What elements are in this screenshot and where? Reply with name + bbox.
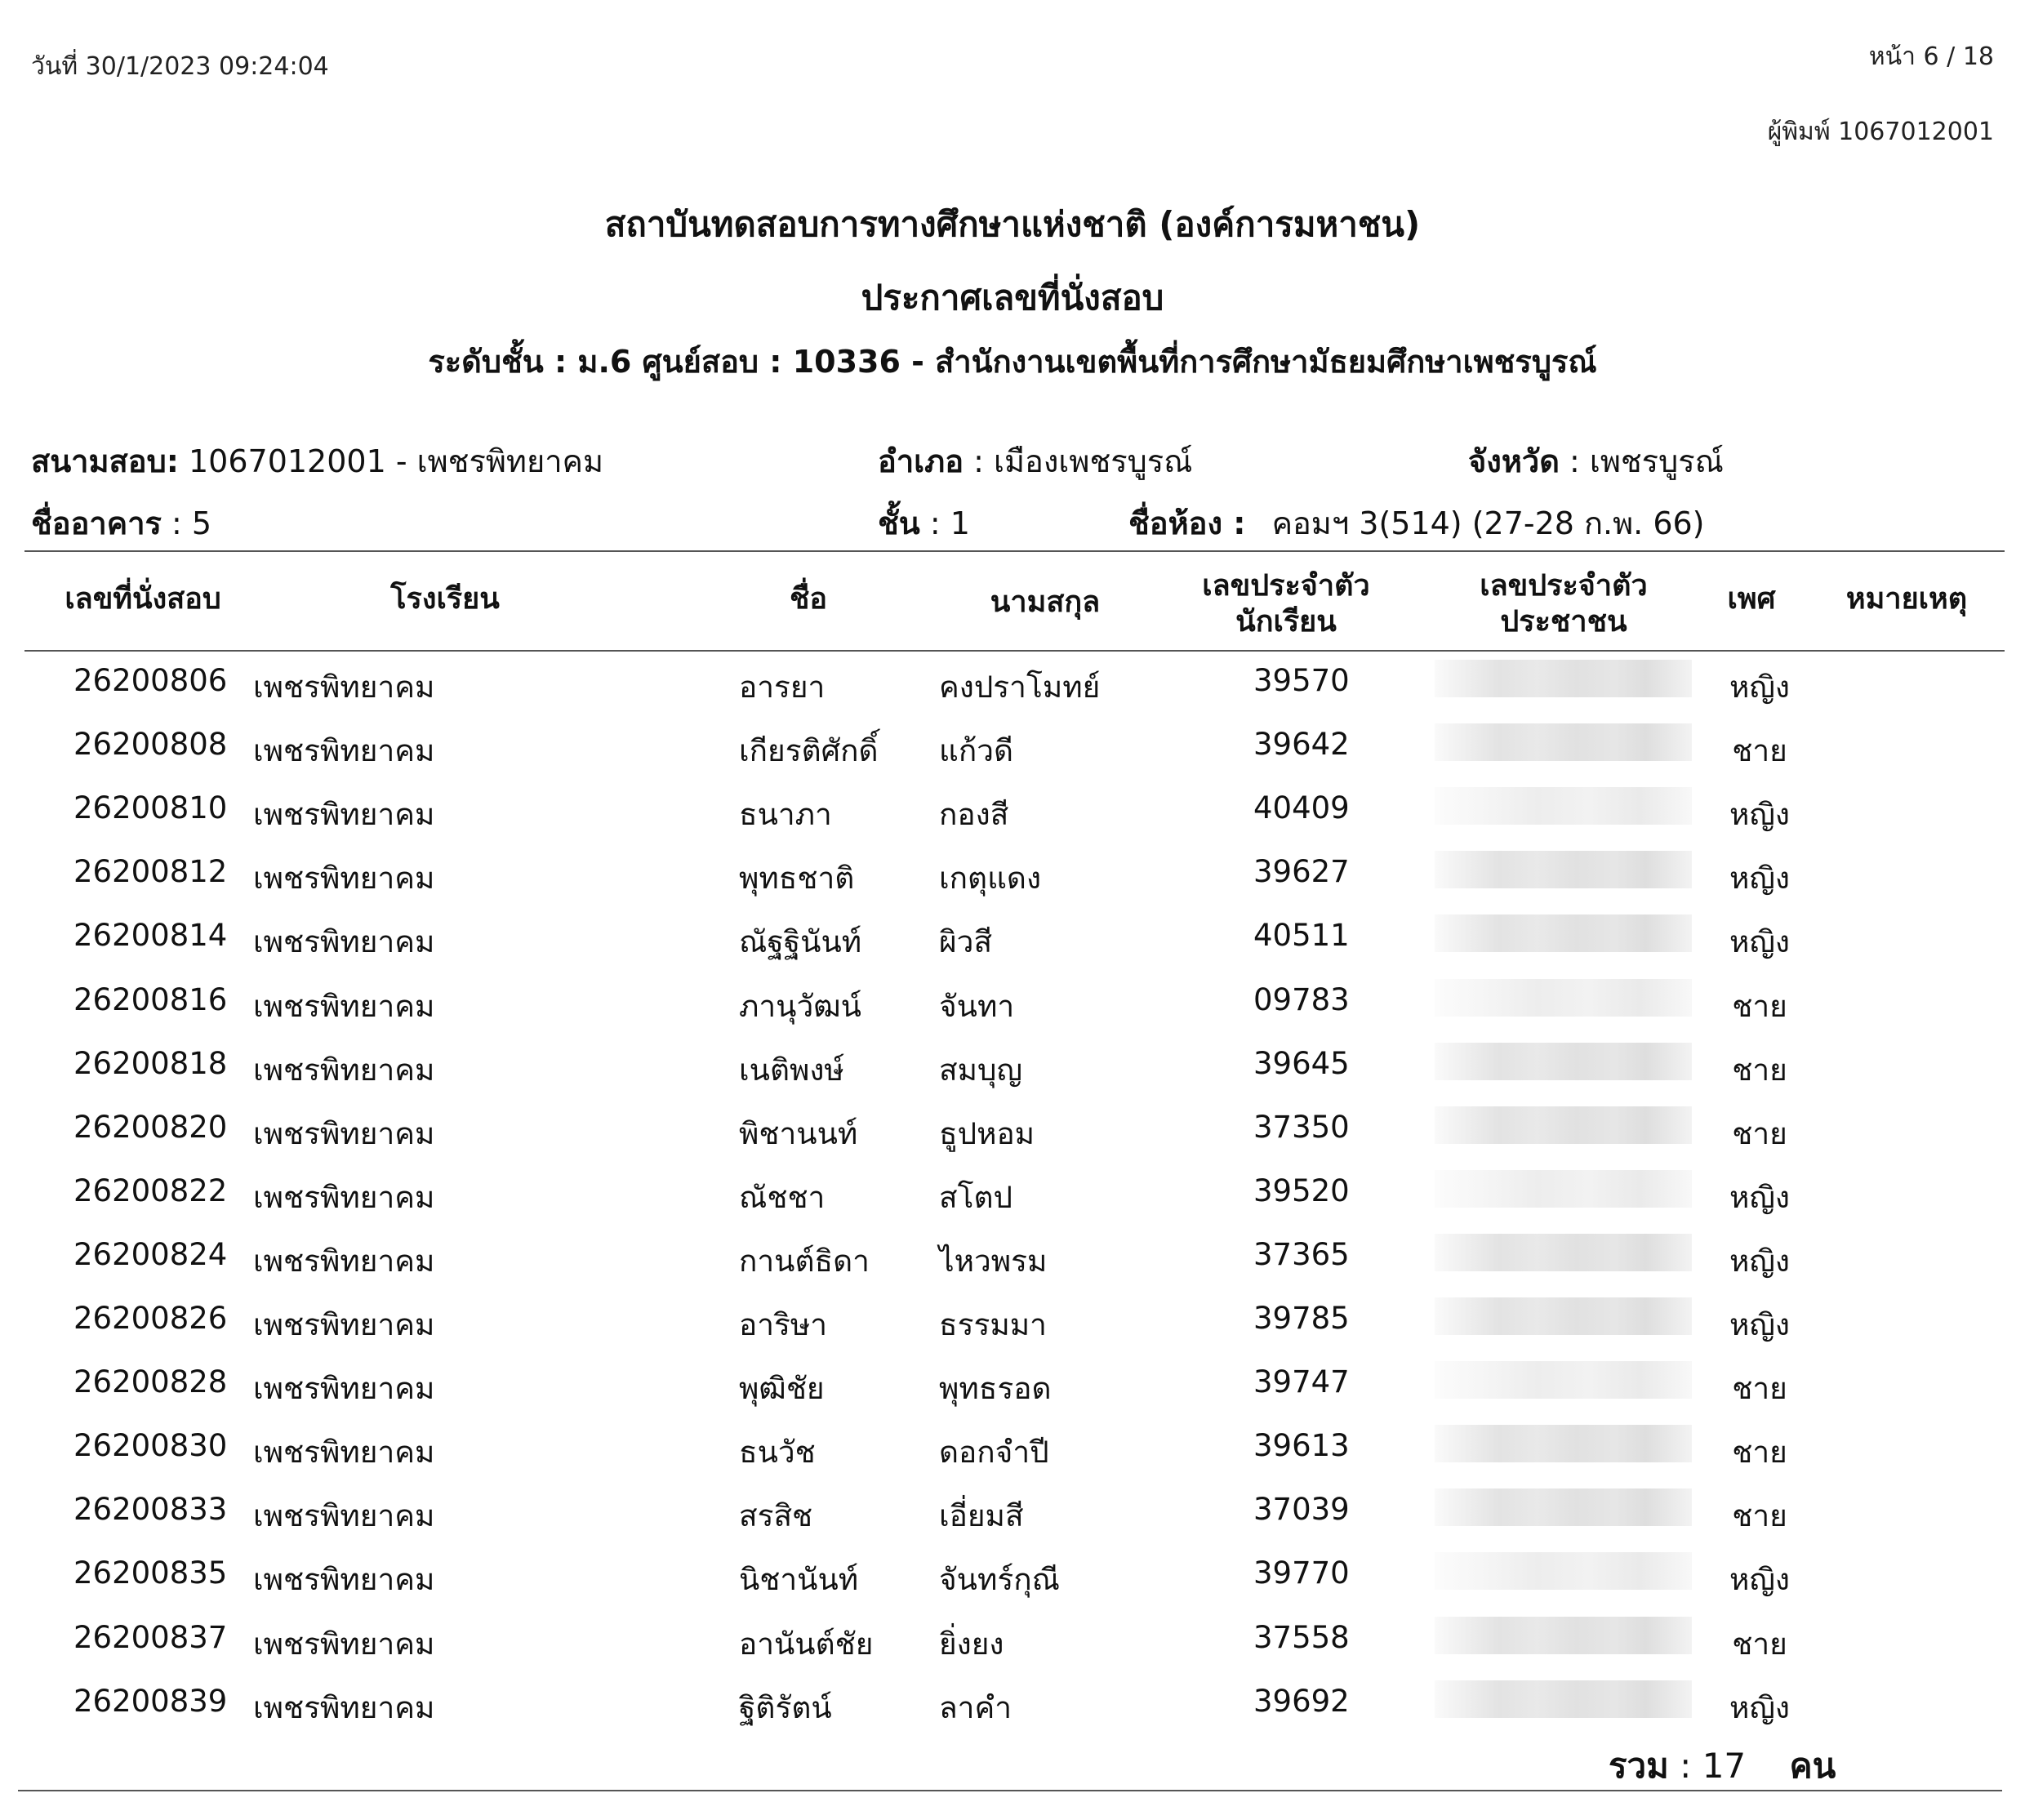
student-id-cell: 39613 (1253, 1428, 1350, 1464)
citizen-id-redacted (1435, 660, 1692, 697)
student-id-cell: 40511 (1253, 918, 1350, 954)
floor-info (878, 498, 970, 548)
seat-number-cell: 26200808 (73, 727, 228, 763)
last-name-cell: พุทธรอด (939, 1371, 1052, 1407)
table-row (0, 1288, 2025, 1351)
school-name-cell: เพชรพิทยาคม (253, 988, 435, 1024)
first-name-cell: พุทธชาติ (739, 861, 855, 897)
seat-number-cell: 26200820 (73, 1109, 228, 1145)
school-name-cell: เพชรพิทยาคม (253, 1498, 435, 1534)
first-name-cell: กานต์ธิดา (739, 1243, 870, 1279)
school-name-cell: เพชรพิทยาคม (253, 861, 435, 897)
building-value: : 5 (161, 505, 212, 541)
last-name-cell: แก้วดี (939, 733, 1014, 769)
seat-number-cell: 26200830 (73, 1428, 228, 1464)
school-name-cell: เพชรพิทยาคม (253, 1562, 435, 1598)
last-name-cell: เกตุแดง (939, 861, 1042, 897)
seat-number-cell: 26200806 (73, 663, 228, 698)
student-id-cell: 39692 (1253, 1683, 1350, 1719)
student-id-cell: 39747 (1253, 1364, 1350, 1400)
student-id-cell: 39645 (1253, 1045, 1350, 1081)
seat-number-cell: 26200810 (73, 790, 228, 826)
header-last-name: นามสกุล (990, 585, 1101, 619)
student-id-cell: 39570 (1253, 663, 1350, 698)
student-id-cell: 37039 (1253, 1492, 1350, 1528)
school-name-cell: เพชรพิทยาคม (253, 1371, 435, 1407)
school-name-cell: เพชรพิทยาคม (253, 924, 435, 960)
district-info (878, 436, 1192, 486)
header-note: หมายเหตุ (1845, 582, 1968, 616)
printer-id: ผู้พิมพ์ 1067012001 (1767, 118, 1994, 146)
first-name-cell: ณัฐฐินันท์ (739, 924, 862, 960)
table-row (0, 969, 2025, 1033)
first-name-cell: เกียรติศักดิ์ (739, 733, 879, 769)
last-name-cell: จันทา (939, 988, 1015, 1024)
school-name-cell: เพชรพิทยาคม (253, 1626, 435, 1662)
province-info (1468, 436, 1724, 486)
header-citizen-id-line1: เลขประจำตัว (1480, 569, 1648, 603)
last-name-cell: คงปราโมทย์ (939, 670, 1101, 705)
gender-cell: หญิง (1729, 861, 1790, 897)
school-name-cell: เพชรพิทยาคม (253, 1243, 435, 1279)
gender-cell: ชาย (1732, 1498, 1787, 1534)
gender-cell: ชาย (1732, 1052, 1787, 1088)
student-id-cell: 39520 (1253, 1173, 1350, 1208)
gender-cell: หญิง (1729, 1179, 1790, 1215)
last-name-cell: เอี่ยมสี (939, 1498, 1024, 1534)
school-name-cell: เพชรพิทยาคม (253, 797, 435, 833)
province-value: : เพชรบูรณ์ (1559, 443, 1724, 479)
last-name-cell: ไหวพรม (939, 1243, 1048, 1279)
total-count (1609, 1739, 1836, 1793)
total-separator: : (1668, 1746, 1702, 1786)
building-info (31, 498, 211, 548)
gender-cell: หญิง (1729, 1243, 1790, 1279)
student-id-cell: 39642 (1253, 727, 1350, 763)
table-top-rule (24, 550, 2005, 552)
citizen-id-redacted (1435, 979, 1692, 1017)
last-name-cell: ยิ่งยง (939, 1626, 1004, 1662)
floor-label: ชั้น (878, 505, 920, 541)
seat-number-cell: 26200824 (73, 1236, 228, 1272)
room-label: ชื่อห้อง : (1128, 505, 1246, 541)
table-bottom-rule (18, 1790, 2002, 1791)
last-name-cell: ดอกจำปี (939, 1435, 1049, 1471)
citizen-id-redacted (1435, 1361, 1692, 1399)
citizen-id-redacted (1435, 1170, 1692, 1208)
citizen-id-redacted (1435, 851, 1692, 888)
citizen-id-redacted (1435, 787, 1692, 825)
gender-cell: หญิง (1729, 1307, 1790, 1342)
gender-cell: ชาย (1732, 1626, 1787, 1662)
citizen-id-redacted (1435, 1106, 1692, 1144)
first-name-cell: นิชานันท์ (739, 1562, 859, 1598)
gender-cell: หญิง (1729, 670, 1790, 705)
header-school: โรงเรียน (390, 582, 500, 616)
print-date: วันที่ 30/1/2023 09:24:04 (31, 52, 329, 81)
student-id-cell: 39627 (1253, 854, 1350, 890)
gender-cell: หญิง (1729, 924, 1790, 960)
first-name-cell: เนติพงษ์ (739, 1052, 844, 1088)
seat-number-cell: 26200833 (73, 1492, 228, 1528)
student-id-cell: 37558 (1253, 1619, 1350, 1655)
header-student-id (1168, 568, 1404, 640)
page-number: หน้า 6 / 18 (1868, 42, 1994, 71)
last-name-cell: กองสี (939, 797, 1009, 833)
seat-number-cell: 26200828 (73, 1364, 228, 1400)
gender-cell: ชาย (1732, 1371, 1787, 1407)
first-name-cell: อาริษา (739, 1307, 828, 1342)
level-center-title: ระดับชั้น : ม.6 ศูนย์สอบ : 10336 - สำนักงานเขตพื้นที่การศึกษามัธยมศึกษาเพชรบูรณ์ (428, 344, 1597, 380)
first-name-cell: พิชานนท์ (739, 1115, 858, 1151)
citizen-id-redacted (1435, 1680, 1692, 1718)
school-name-cell: เพชรพิทยาคม (253, 1689, 435, 1725)
total-value: 17 (1702, 1746, 1747, 1786)
room-value: คอมฯ 3(514) (27-28 ก.พ. 66) (1271, 505, 1705, 541)
seat-number-cell: 26200835 (73, 1555, 228, 1591)
citizen-id-redacted (1435, 1043, 1692, 1080)
table-row (0, 1607, 2025, 1671)
school-name-cell: เพชรพิทยาคม (253, 1179, 435, 1215)
province-label: จังหวัด (1468, 443, 1560, 479)
table-row (0, 777, 2025, 841)
seat-number-cell: 26200839 (73, 1683, 228, 1719)
announcement-title: ประกาศเลขที่นั่งสอบ (861, 278, 1164, 318)
header-student-id-line2: นักเรียน (1235, 605, 1337, 639)
table-row (0, 841, 2025, 905)
school-name-cell: เพชรพิทยาคม (253, 1435, 435, 1471)
seat-number-cell: 26200814 (73, 918, 228, 954)
first-name-cell: ณัชชา (739, 1179, 826, 1215)
table-row (0, 1542, 2025, 1606)
district-label: อำเภอ (878, 443, 964, 479)
seat-number-cell: 26200816 (73, 981, 228, 1017)
first-name-cell: ธนาภา (739, 797, 832, 833)
citizen-id-redacted (1435, 1488, 1692, 1526)
table-row (0, 714, 2025, 777)
citizen-id-redacted (1435, 1617, 1692, 1654)
table-row (0, 1479, 2025, 1542)
header-citizen-id (1445, 568, 1682, 640)
seat-number-cell: 26200818 (73, 1045, 228, 1081)
school-name-cell: เพชรพิทยาคม (253, 1307, 435, 1342)
last-name-cell: ธูปหอม (939, 1115, 1035, 1151)
student-id-cell: 39770 (1253, 1555, 1350, 1591)
citizen-id-redacted (1435, 1297, 1692, 1335)
school-name-cell: เพชรพิทยาคม (253, 1115, 435, 1151)
header-first-name: ชื่อ (789, 582, 828, 616)
gender-cell: ชาย (1732, 988, 1787, 1024)
student-id-cell: 09783 (1253, 981, 1350, 1017)
gender-cell: หญิง (1729, 1562, 1790, 1598)
citizen-id-redacted (1435, 1425, 1692, 1462)
table-row (0, 905, 2025, 968)
venue-info (31, 436, 603, 486)
first-name-cell: สรสิช (739, 1498, 813, 1534)
gender-cell: ชาย (1732, 1435, 1787, 1471)
first-name-cell: ธนวัช (739, 1435, 816, 1471)
gender-cell: ชาย (1732, 1115, 1787, 1151)
school-name-cell: เพชรพิทยาคม (253, 670, 435, 705)
header-gender: เพศ (1727, 582, 1776, 616)
last-name-cell: ผิวสี (939, 924, 993, 960)
header-seat: เลขที่นั่งสอบ (65, 582, 221, 616)
last-name-cell: สโตป (939, 1179, 1012, 1215)
table-row (0, 650, 2025, 714)
first-name-cell: พุฒิชัย (739, 1371, 825, 1407)
table-row (0, 1033, 2025, 1097)
citizen-id-redacted (1435, 1552, 1692, 1590)
first-name-cell: อารยา (739, 670, 826, 705)
seat-number-cell: 26200826 (73, 1301, 228, 1336)
first-name-cell: ฐิติรัตน์ (739, 1689, 832, 1725)
citizen-id-redacted (1435, 723, 1692, 761)
seat-number-cell: 26200822 (73, 1173, 228, 1208)
school-name-cell: เพชรพิทยาคม (253, 1052, 435, 1088)
gender-cell: ชาย (1732, 733, 1787, 769)
student-id-cell: 39785 (1253, 1301, 1350, 1336)
citizen-id-redacted (1435, 1234, 1692, 1271)
floor-value: : 1 (919, 505, 970, 541)
building-label: ชื่ออาคาร (31, 505, 162, 541)
venue-value: 1067012001 - เพชรพิทยาคม (188, 443, 604, 479)
table-row (0, 1224, 2025, 1288)
header-student-id-line1: เลขประจำตัว (1202, 569, 1370, 603)
seat-number-cell: 26200837 (73, 1619, 228, 1655)
venue-label: สนามสอบ: (31, 443, 179, 479)
table-row (0, 1415, 2025, 1479)
header-citizen-id-line2: ประชาชน (1500, 605, 1627, 639)
total-label: รวม (1609, 1746, 1669, 1786)
room-info (1128, 498, 1705, 548)
first-name-cell: อานันต์ชัย (739, 1626, 874, 1662)
student-id-cell: 37350 (1253, 1109, 1350, 1145)
gender-cell: หญิง (1729, 797, 1790, 833)
gender-cell: หญิง (1729, 1689, 1790, 1725)
seat-number-cell: 26200812 (73, 854, 228, 890)
table-row (0, 1097, 2025, 1160)
last-name-cell: สมบุญ (939, 1052, 1022, 1088)
student-id-cell: 37365 (1253, 1236, 1350, 1272)
student-id-cell: 40409 (1253, 790, 1350, 826)
last-name-cell: ลาคำ (939, 1689, 1012, 1725)
district-value: : เมืองเพชรบูรณ์ (964, 443, 1193, 479)
total-unit: คน (1789, 1746, 1836, 1786)
table-row (0, 1671, 2025, 1734)
table-row (0, 1351, 2025, 1415)
citizen-id-redacted (1435, 914, 1692, 952)
first-name-cell: ภานุวัฒน์ (739, 988, 861, 1024)
table-row (0, 1160, 2025, 1224)
last-name-cell: จันทร์กุณี (939, 1562, 1060, 1598)
org-title: สถาบันทดสอบการทางศึกษาแห่งชาติ (องค์การมหาชน) (604, 204, 1421, 244)
last-name-cell: ธรรมมา (939, 1307, 1047, 1342)
school-name-cell: เพชรพิทยาคม (253, 733, 435, 769)
